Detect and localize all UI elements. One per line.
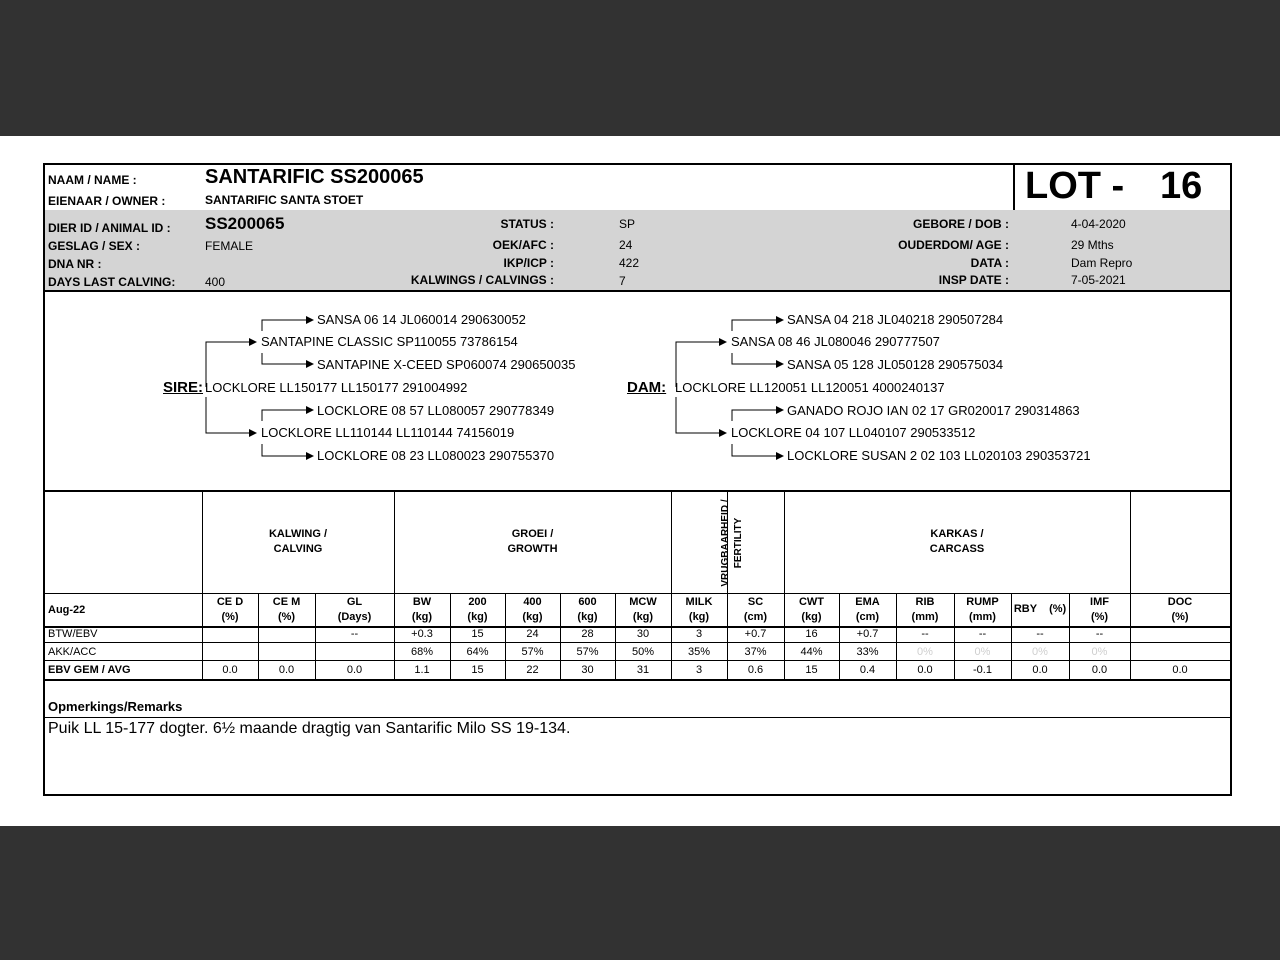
ebv-cell: 0%	[974, 646, 991, 658]
column-name: IMF	[1090, 596, 1109, 608]
ebv-cell: 3	[695, 628, 703, 640]
ebv-cell: 0.4	[859, 664, 876, 676]
days-last-calving-value: 400	[205, 275, 226, 289]
ebv-cell: 30	[581, 664, 594, 676]
ebv-cell: --	[350, 628, 359, 640]
days-last-calving-label: DAYS LAST CALVING:	[48, 275, 176, 289]
calving-group-heading-line-1: KALWING /	[268, 528, 328, 540]
column-name: MILK	[685, 596, 713, 608]
ebv-cell: 0.6	[747, 664, 764, 676]
owner-name: SANTARIFIC SANTA STOET	[205, 193, 364, 207]
pedigree-connectors	[45, 165, 1230, 495]
status-value: SP	[619, 217, 636, 231]
ebv-cell: +0.3	[411, 628, 433, 640]
sire-dam: LOCKLORE LL110144 LL110144 74156019	[261, 425, 515, 440]
remarks-text: Puik LL 15-177 dogter. 6½ maande dragtig van Santarific Milo SS 19-134.	[48, 720, 571, 737]
column-name: MCW	[629, 596, 657, 608]
lot-label: LOT -	[1025, 165, 1125, 207]
column-name: 600	[578, 596, 597, 608]
dam-label: DAM:	[627, 379, 667, 396]
column-name: RIB	[915, 596, 935, 608]
ebv-cell: 24	[526, 628, 539, 640]
column-header-rib	[896, 595, 954, 625]
table-column-line	[202, 491, 203, 679]
ebv-cell: 0%	[1091, 646, 1108, 658]
column-header-gl	[315, 595, 394, 625]
ebv-cell: --	[978, 628, 987, 640]
ebv-cell: 0.0	[346, 664, 363, 676]
ebv-cell: 16	[805, 628, 818, 640]
ebv-cell: 0%	[1032, 646, 1048, 658]
ebv-cell: 57%	[576, 646, 599, 658]
fertility-heading-text	[719, 499, 745, 586]
dam-sire: SANSA 08 46 JL080046 290777507	[731, 334, 940, 349]
column-header-mcw	[615, 595, 671, 625]
carcass-group-heading-line-2: CARCASS	[929, 543, 985, 555]
sire-dam-dam: LOCKLORE 08 23 LL080023 290755370	[317, 448, 555, 463]
calving-group-heading	[202, 527, 394, 557]
ebv-cell: 0.0	[222, 664, 238, 676]
column-unit: (cm)	[855, 611, 880, 623]
column-unit: (mm)	[969, 611, 996, 623]
column-header-milk	[671, 595, 727, 625]
column-unit: (%)	[1090, 611, 1109, 623]
growth-group-heading-line-1: GROEI /	[511, 528, 554, 540]
ebv-date-label: Aug-22	[48, 604, 86, 616]
sire-dam-sire: LOCKLORE 08 57 LL080057 290778349	[317, 403, 555, 418]
ebv-cell: 15	[471, 664, 484, 676]
column-header-sc	[727, 595, 784, 625]
ebv-cell: 44%	[800, 646, 823, 658]
column-unit: (Days)	[337, 611, 372, 623]
dam-dam: LOCKLORE 04 107 LL040107 290533512	[731, 425, 976, 440]
column-unit: (kg)	[411, 611, 433, 623]
dam-dam-sire: GANADO ROJO IAN 02 17 GR020017 290314863	[787, 403, 1080, 418]
icp-label: IKP/ICP :	[503, 256, 554, 270]
column-name: CE D	[216, 596, 244, 608]
ebv-cell: +0.7	[744, 628, 767, 640]
column-unit: (%)	[277, 611, 296, 623]
ebv-cell: 0.0	[917, 664, 933, 676]
column-unit: (kg)	[467, 611, 488, 623]
ebv-cell: -0.1	[973, 664, 992, 676]
dna-label: DNA NR :	[48, 257, 102, 271]
dam-sire-dam: SANSA 05 128 JL050128 290575034	[787, 357, 1004, 372]
fertility-heading-line-2: FERTILITY	[733, 517, 744, 569]
ebv-cell: 31	[636, 664, 650, 676]
column-unit: (kg)	[632, 611, 654, 623]
table-row-line	[45, 642, 1230, 643]
fertility-group-heading	[685, 495, 779, 591]
ebv-cell: 37%	[744, 646, 767, 658]
ebv-cell: 30	[636, 628, 650, 640]
ebv-cell: 22	[526, 664, 539, 676]
table-bottom-line	[45, 679, 1230, 681]
calving-group-heading-line-2: CALVING	[273, 543, 323, 555]
lot-number: 16	[1160, 165, 1203, 207]
ebv-cell: 68%	[410, 646, 434, 658]
ebv-cell: 0.0	[1172, 664, 1188, 676]
animal-name: SANTARIFIC SS200065	[205, 166, 424, 188]
column-unit: (kg)	[522, 611, 543, 623]
calvings-value: 7	[619, 274, 626, 288]
sex-value: FEMALE	[205, 239, 254, 253]
column-name: EMA	[855, 596, 880, 608]
name-label: NAAM / NAME :	[48, 173, 137, 187]
remarks-label: Opmerkings/Remarks	[48, 699, 183, 714]
afc-label: OEK/AFC :	[492, 238, 554, 252]
status-label: STATUS :	[500, 217, 554, 231]
ebv-cell: --	[1036, 628, 1044, 640]
column-unit: (cm)	[743, 611, 768, 623]
age-label: OUDERDOM/ AGE :	[898, 238, 1009, 252]
remarks-divider	[45, 717, 1230, 718]
growth-group-heading-line-2: GROWTH	[507, 543, 558, 555]
column-header-200	[450, 595, 505, 625]
pedigree-divider	[45, 490, 1230, 492]
sire-label: SIRE:	[163, 379, 204, 396]
icp-value: 422	[619, 256, 640, 270]
ebv-cell: 64%	[466, 646, 489, 658]
afc-value: 24	[619, 238, 633, 252]
ebv-cell: 0.0	[278, 664, 295, 676]
insp-date-label: INSP DATE :	[938, 273, 1009, 287]
sire-sire: SANTAPINE CLASSIC SP110055 73786154	[261, 334, 518, 349]
fertility-heading-line-1: VRUGBAARHEID /	[720, 499, 731, 587]
table-column-line	[1130, 491, 1131, 679]
column-header-ema	[839, 595, 896, 625]
ebv-cell: 57%	[521, 646, 544, 658]
ebv-cell: --	[921, 628, 929, 640]
calvings-label: KALWINGS / CALVINGS :	[410, 273, 554, 287]
column-header-bw	[394, 595, 450, 625]
column-header-rby: RBY (%)	[1013, 603, 1067, 615]
owner-label: EIENAAR / OWNER :	[48, 194, 166, 208]
column-header-cwt	[784, 595, 839, 625]
ebv-cell: 0.0	[1091, 664, 1108, 676]
column-header-400	[505, 595, 560, 625]
column-name: CWT	[798, 596, 825, 608]
column-unit: (%)	[221, 611, 239, 623]
column-name: 400	[523, 596, 542, 608]
column-unit: (mm)	[911, 611, 939, 623]
ebv-cell: 3	[695, 664, 703, 676]
carcass-group-heading-line-1: KARKAS /	[930, 528, 984, 540]
carcass-group-heading	[784, 527, 1130, 557]
column-name: CE M	[272, 596, 301, 608]
column-unit: (kg)	[801, 611, 822, 623]
ebv-cell: 0.0	[1032, 664, 1048, 676]
animal-id: SS200065	[205, 214, 285, 233]
ebv-cell: 0%	[917, 646, 933, 658]
column-header-ce-d	[202, 595, 258, 625]
growth-group-heading	[394, 527, 671, 557]
column-name: RUMP	[966, 596, 999, 608]
animal-id-label: DIER ID / ANIMAL ID :	[48, 221, 171, 235]
ebv-cell: 33%	[856, 646, 879, 658]
ebv-cell: 28	[581, 628, 594, 640]
dam-sire-sire: SANSA 04 218 JL040218 290507284	[787, 312, 1004, 327]
column-name: SC	[747, 596, 764, 608]
age-value: 29 Mths	[1071, 238, 1114, 252]
column-header-600	[560, 595, 615, 625]
table-row-line	[45, 660, 1230, 661]
lot-card	[43, 163, 1232, 796]
data-label: DATA :	[970, 256, 1009, 270]
column-name: 200	[468, 596, 487, 608]
ebv-cell: +0.7	[856, 628, 879, 640]
page-sheet	[0, 136, 1280, 826]
ebv-row-label: EBV GEM / AVG	[48, 664, 131, 676]
sire: LOCKLORE LL150177 LL150177 291004992	[205, 380, 468, 395]
ebv-row-label: BTW/EBV	[48, 628, 98, 640]
column-header-imf	[1069, 595, 1130, 625]
dob-value: 4-04-2020	[1071, 217, 1126, 231]
sire-sire-sire: SANSA 06 14 JL060014 290630052	[317, 312, 526, 327]
ebv-row-label: AKK/ACC	[48, 646, 97, 658]
column-unit: (kg)	[577, 611, 598, 623]
column-name: BW	[412, 596, 432, 608]
ebv-cell: 15	[471, 628, 484, 640]
insp-date-value: 7-05-2021	[1071, 273, 1126, 287]
sex-label: GESLAG / SEX :	[48, 239, 141, 253]
ebv-cell: 15	[805, 664, 818, 676]
ebv-cell: --	[1095, 628, 1104, 640]
column-header-doc	[1130, 595, 1230, 625]
dam: LOCKLORE LL120051 LL120051 4000240137	[675, 380, 945, 395]
sire-sire-dam: SANTAPINE X-CEED SP060074 290650035	[317, 357, 576, 372]
data-value: Dam Repro	[1071, 256, 1133, 270]
dob-label: GEBORE / DOB :	[912, 217, 1009, 231]
column-name: DOC	[1167, 596, 1193, 608]
column-unit: (kg)	[688, 611, 710, 623]
dam-dam-dam: LOCKLORE SUSAN 2 02 103 LL020103 290353721	[787, 448, 1091, 463]
column-name: GL	[346, 596, 363, 608]
column-header-rump	[954, 595, 1011, 625]
table-group-line	[45, 593, 1230, 594]
ebv-cell: 35%	[687, 646, 711, 658]
column-unit: (%)	[1171, 611, 1189, 623]
ebv-cell: 1.1	[414, 664, 430, 676]
ebv-cell: 50%	[631, 646, 655, 658]
column-header-ce-m	[258, 595, 315, 625]
